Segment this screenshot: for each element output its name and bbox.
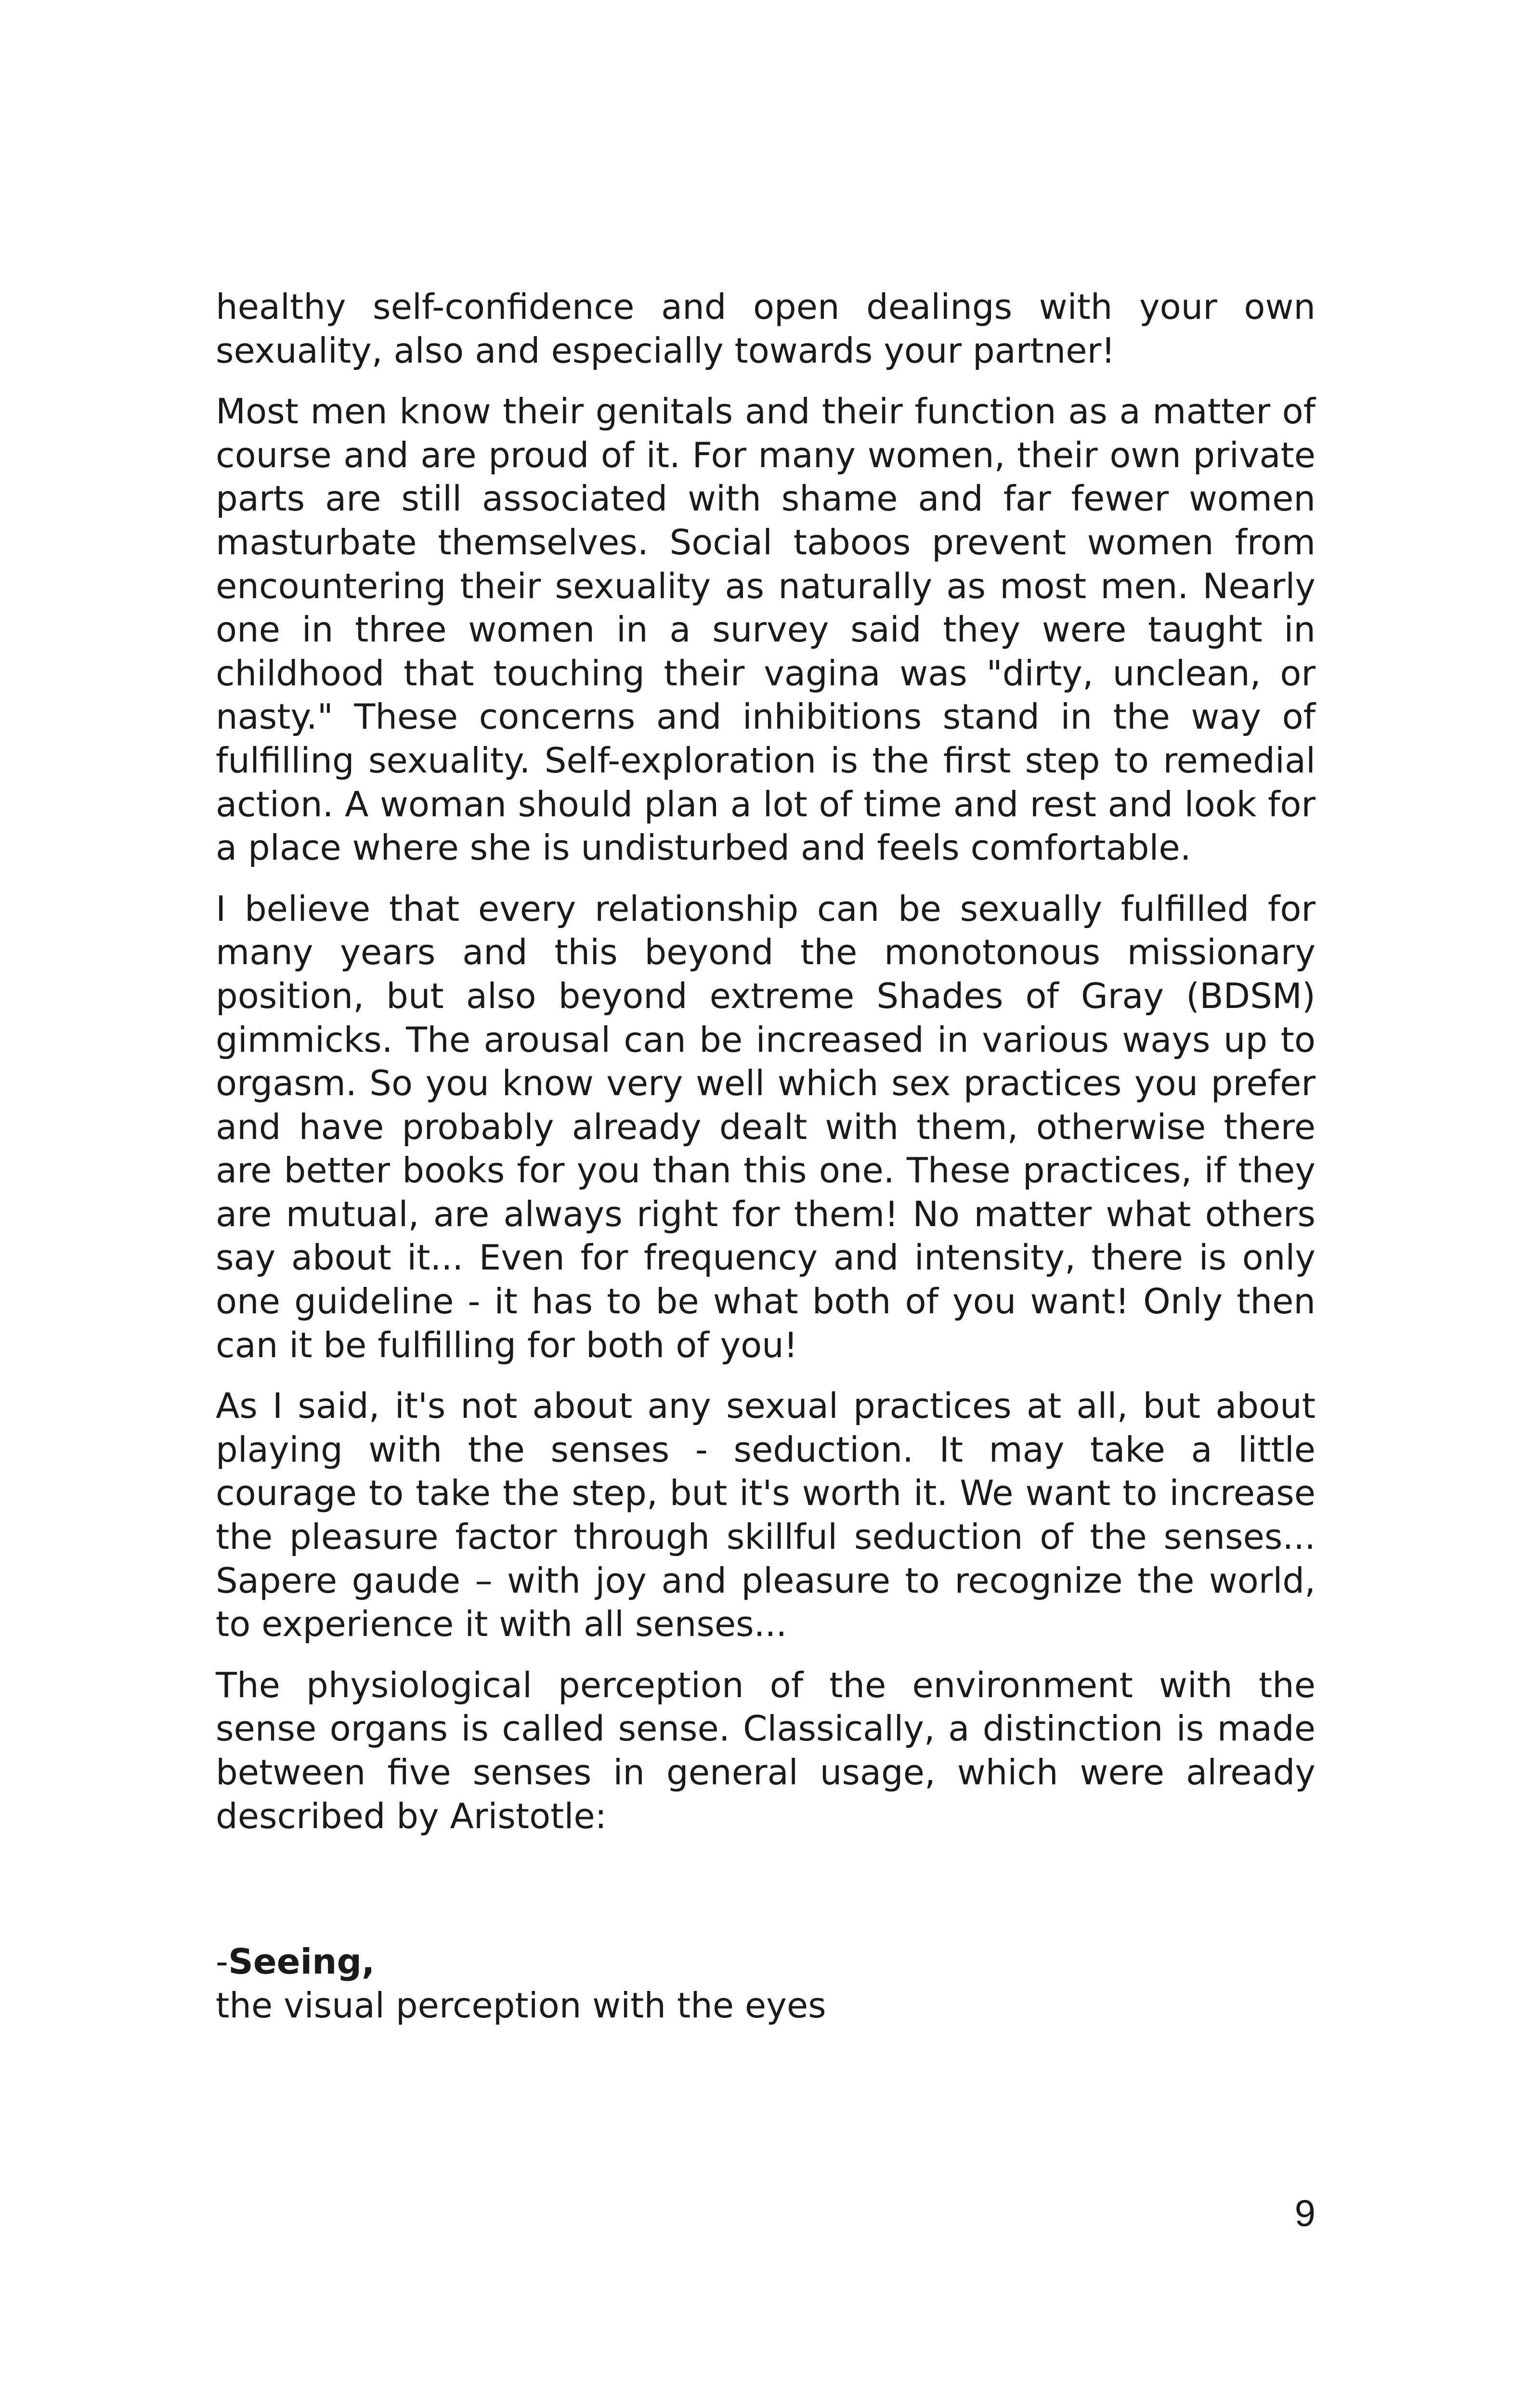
- sense-item-description: the visual perception with the eyes: [216, 1985, 826, 2026]
- sense-item-seeing: [216, 1940, 1316, 1984]
- paragraph-senses-seduction: As I said, it's not about any sexual practices at all, but about playing with the senses - seduction. It may take a little courage to take the step, but it's worth it. We want to increase the pleasure factor through skillful seduction of the senses... Sapere gaude – with joy and pleasure to recognize the world, to experience it with all senses...: [216, 1386, 1316, 1645]
- paragraph-self-confidence: healthy self-confidence and open dealings with your own sexuality, also and especially towards your partner!: [216, 287, 1316, 371]
- paragraph-men-and-women: Most men know their genitals and their function as a matter of course and are proud of it. For many women, their own private parts are still associated with shame and far fewer women masturbate themselves. Social taboos prevent women from encountering their sexuality as naturally as most men. Nearly one in three women in a survey said they were taught in childhood that touching their vagina was "dirty, unclean, or nasty." These concerns and inhibitions stand in the way of fulfilling sexuality. Self-exploration is the first step to remedial action. A woman should plan a lot of time and rest and look for a place where she is undisturbed and feels comfortable.: [216, 391, 1316, 868]
- paragraph-physiological-perception: The physiological perception of the environment with the sense organs is called sense. Classically, a distinction is made between five senses in general usage, which were already described by Aristotle:: [216, 1664, 1316, 1836]
- page-number: 9: [1294, 2192, 1316, 2234]
- body-text: [216, 285, 1316, 2027]
- sense-item-dash: -: [216, 1941, 228, 1982]
- sense-item-term: Seeing,: [228, 1941, 375, 1982]
- paragraph-relationship: I believe that every relationship can be sexually fulfilled for many years and this beyond the monotonous missionary position, but also beyond extreme Shades of Gray (BDSM) gimmicks. The arousal can be increased in various ways up to orgasm. So you know very well which sex practices you prefer and have probably already dealt with them, otherwise there are better books for you than this one. These practices, if they are mutual, are always right for them! No matter what others say about it... Even for frequency and intensity, there is only one guideline - it has to be what both of you want! Only then can it be fulfilling for both of you!: [216, 888, 1316, 1365]
- list-spacer: [216, 1855, 1316, 1940]
